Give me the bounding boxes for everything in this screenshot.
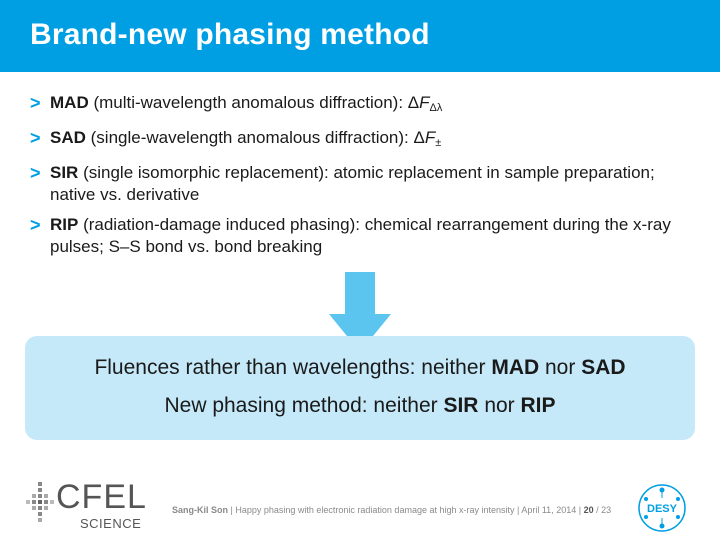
conclusion-callout [25,336,695,440]
bullet-term: SIR [50,163,79,182]
bullet-marker: > [30,93,41,113]
bullet-list [30,92,690,266]
callout-term: RIP [520,394,556,417]
bullet-term: SAD [50,128,86,147]
title-bar [0,0,720,72]
callout-term: SIR [443,394,479,417]
bullet-mad [30,92,690,119]
bullet-marker: > [30,163,41,183]
cfel-subtitle: SCIENCE [80,516,142,531]
bullet-text: (single-wavelength anomalous diffraction): Δ [85,128,425,147]
footer-page-total: / 23 [593,505,612,515]
bullet-text: (single isomorphic replacement): atomic replacement in sample preparation; native vs. derivative [50,163,655,204]
bullet-marker: > [30,128,41,148]
callout-text: nor [539,356,582,379]
footer-date: April 11, 2014 [521,505,577,515]
subscript: Δλ [429,102,443,114]
bullet-marker: > [30,215,41,235]
callout-text: Fluences rather than wavelengths: neither [94,356,492,379]
bullet-rip [30,214,690,258]
bullet-term: RIP [50,215,79,234]
footer-page-number: 20 [583,505,594,515]
callout-term: SAD [581,356,626,379]
symbol-f: F [419,93,430,112]
subscript: ± [435,137,442,149]
desy-logo [638,484,686,532]
slide-footer [172,505,611,515]
cfel-logo [26,478,146,534]
footer-talk-title: Happy phasing with electronic radiation damage at high x-ray intensity [235,505,515,515]
cfel-mark-icon [26,482,54,530]
desy-wordmark: DESY [647,503,677,515]
bullet-text: (radiation-damage induced phasing): chemical rearrangement during the x-ray pulses; S–S bond vs. bond breaking [50,215,671,256]
bullet-term: MAD [50,93,89,112]
footer-author: Sang-Kil Son [172,505,228,515]
symbol-f: F [424,128,436,147]
footer-separator: | [514,505,522,515]
bullet-sir [30,162,690,206]
callout-term: MAD [491,356,540,379]
callout-text: nor [478,394,521,417]
bullet-sad [30,127,690,154]
footer-separator: | [576,505,584,515]
footer-separator: | [228,505,236,515]
callout-line-2 [25,394,695,418]
cfel-wordmark: CFEL [56,478,147,516]
callout-text: New phasing method: neither [164,394,444,417]
callout-line-1 [25,356,695,380]
bullet-text: (multi-wavelength anomalous diffraction): Δ [88,93,420,112]
slide-title: Brand-new phasing method [30,18,430,51]
